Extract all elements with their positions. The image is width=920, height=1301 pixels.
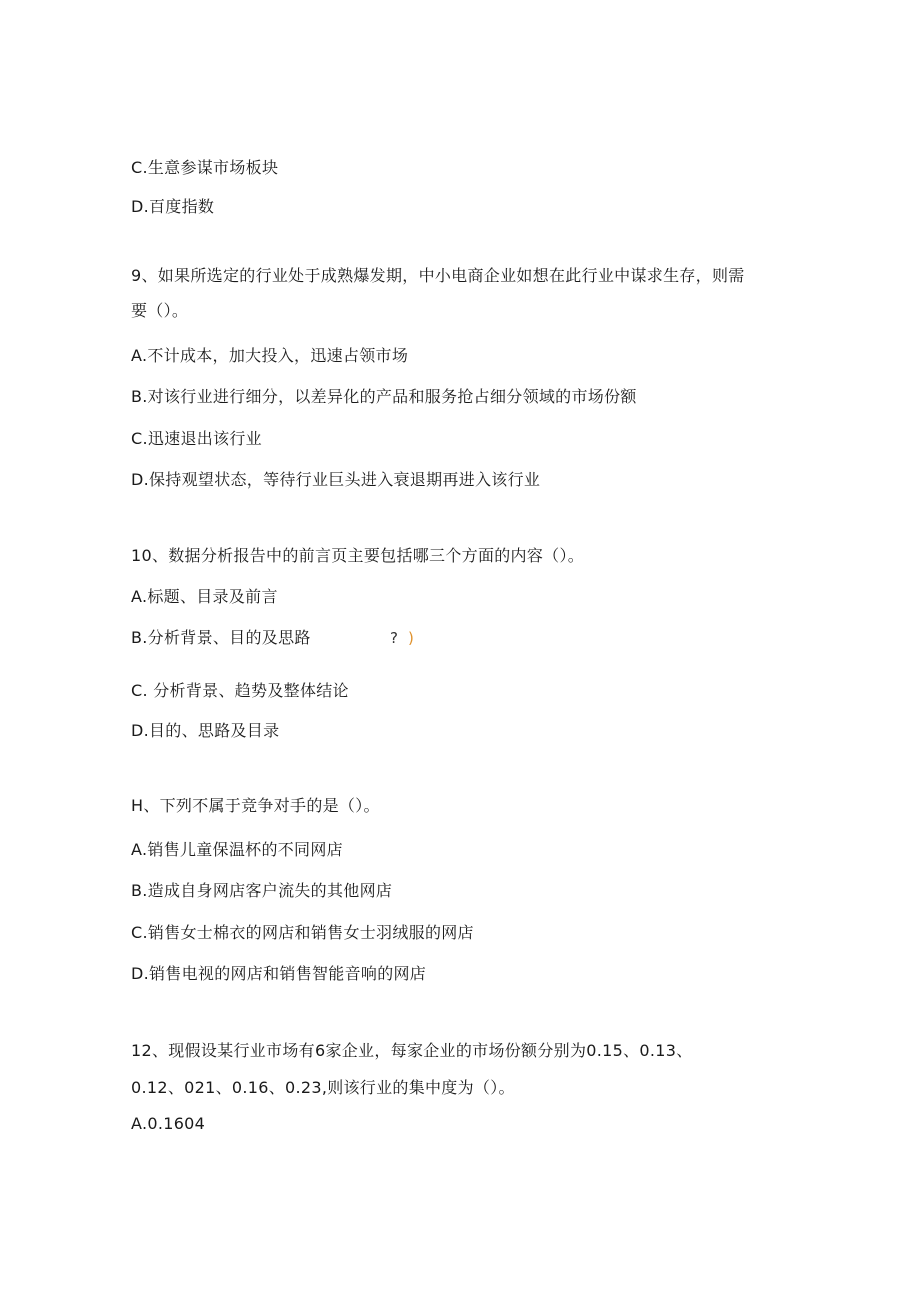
q9-stem-line2: 要（）。 (131, 301, 189, 320)
q11-option-a: A.销售儿童保温杯的不同网店 (131, 840, 343, 859)
q8-option-c: C.生意参谋市场板块 (131, 158, 279, 177)
q8-option-d: D.百度指数 (131, 197, 215, 216)
q12-option-a: A.0.1604 (131, 1114, 206, 1133)
q11-option-b: B.造成自身网店客户流失的其他网店 (131, 881, 393, 900)
q9-stem-line1: 9、如果所选定的行业处于成熟爆发期，中小电商企业如想在此行业中谋求生存，则需 (131, 266, 745, 285)
q9-option-a: A.不计成本，加大投入，迅速占领市场 (131, 346, 409, 365)
q10-option-a: A.标题、目录及前言 (131, 587, 278, 606)
q11-stem: H、下列不属于竞争对手的是（）。 (131, 796, 380, 815)
q9-option-d: D.保持观望状态，等待行业巨头进入衰退期再进入该行业 (131, 470, 541, 489)
q10-option-d: D.目的、思路及目录 (131, 721, 280, 740)
stray-question-mark: ? (390, 629, 398, 647)
q9-option-b: B.对该行业进行细分，以差异化的产品和服务抢占细分领域的市场份额 (131, 387, 637, 406)
stray-paren-mark: ) (408, 629, 414, 647)
q11-option-c: C.销售女士棉衣的网店和销售女士羽绒服的网店 (131, 923, 474, 942)
q12-stem-line1: 12、现假设某行业市场有6家企业，每家企业的市场份额分别为0.15、0.13、 (131, 1041, 693, 1060)
q10-stem: 10、数据分析报告中的前言页主要包括哪三个方面的内容（）。 (131, 546, 585, 565)
q10-option-b: B.分析背景、目的及思路 (131, 628, 311, 647)
q10-option-c: C. 分析背景、趋势及整体结论 (131, 681, 349, 700)
q11-option-d: D.销售电视的网店和销售智能音响的网店 (131, 964, 427, 983)
q9-option-c: C.迅速退出该行业 (131, 429, 262, 448)
q12-stem-line2: 0.12、021、0.16、0.23,则该行业的集中度为（）。 (131, 1078, 515, 1097)
